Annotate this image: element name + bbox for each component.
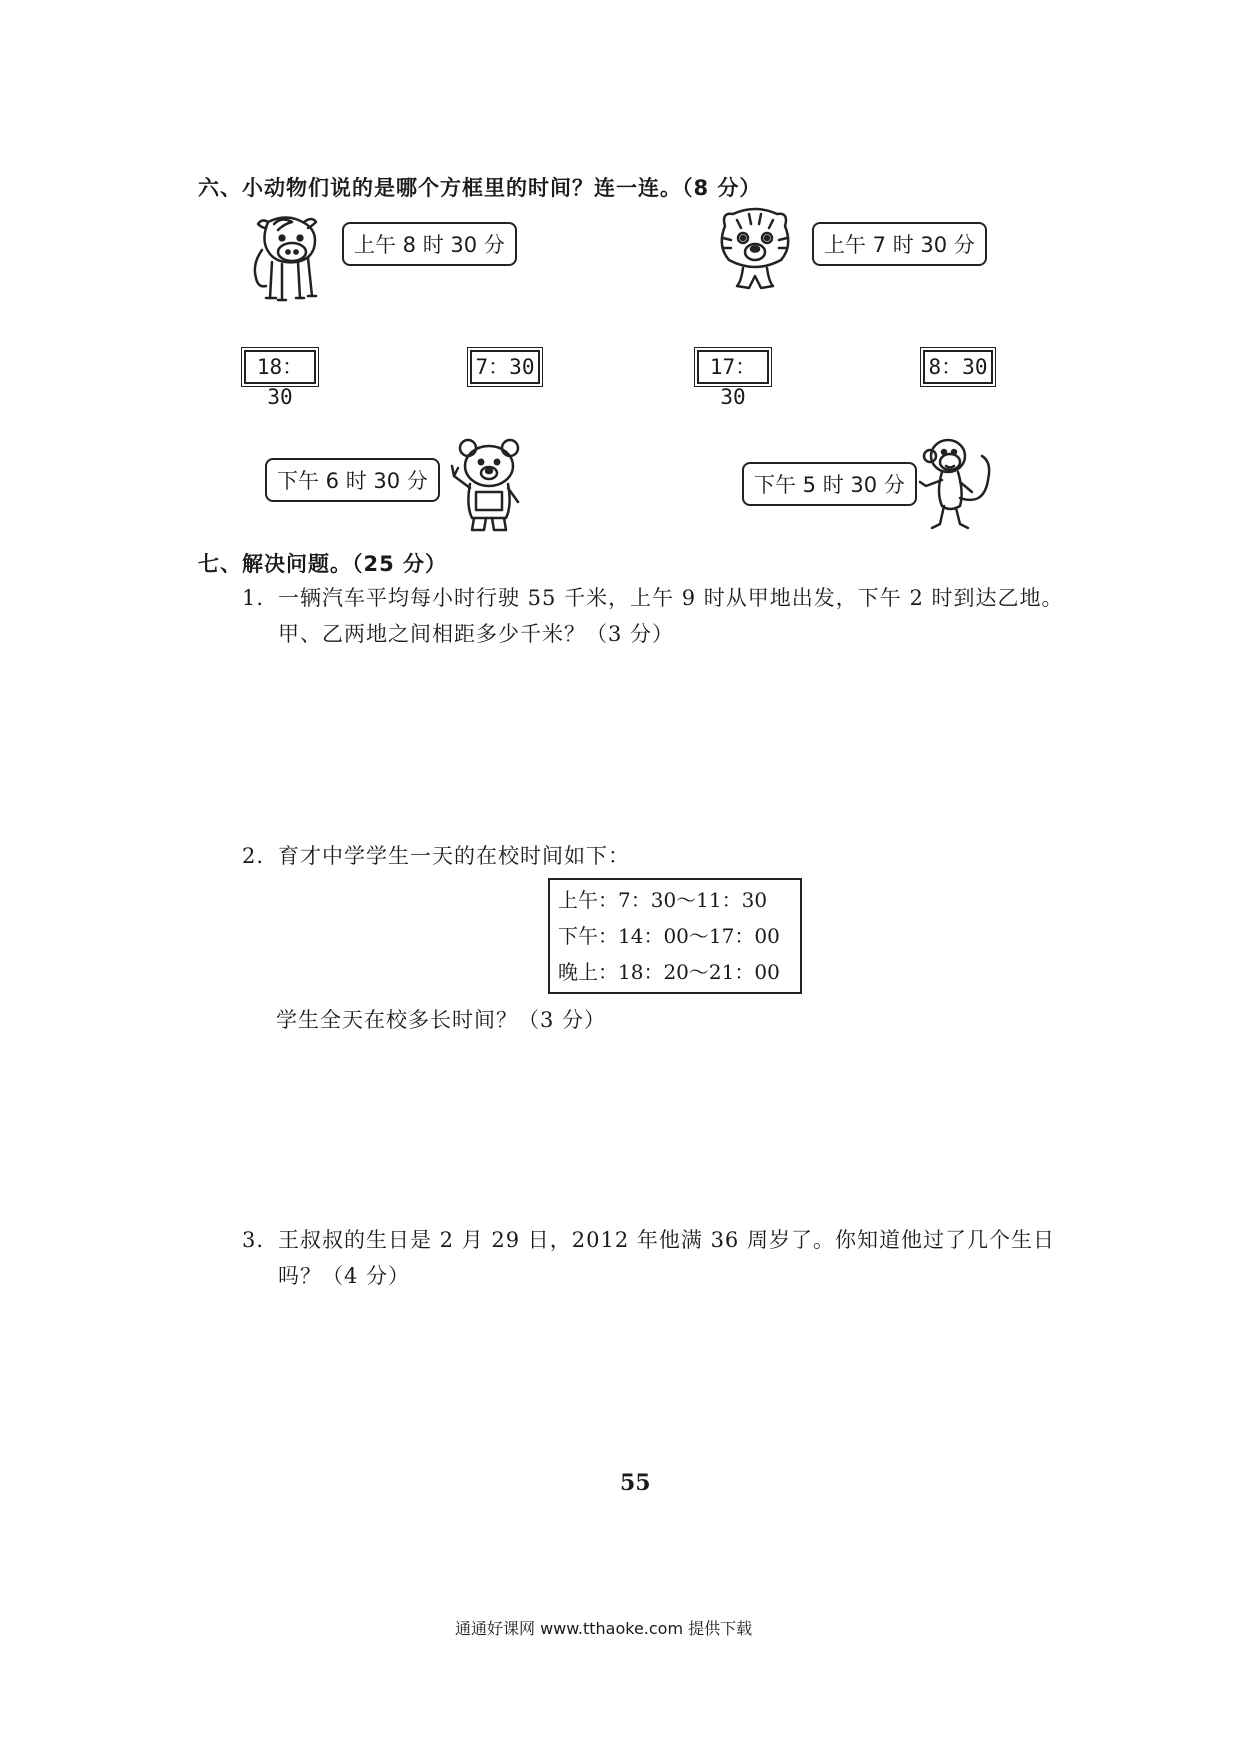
monkey-icon — [918, 436, 998, 536]
time-box-1730[interactable]: 17：30 — [697, 350, 769, 384]
time-box-0730[interactable]: 7：30 — [470, 350, 540, 384]
page-number: 55 — [620, 1470, 651, 1496]
section-6-heading: 六、小动物们说的是哪个方框里的时间？连一连。（8 分） — [198, 176, 762, 200]
question-1-number: 1. — [242, 586, 265, 610]
schedule-morning: 上午：7：30～11：30 — [558, 888, 768, 912]
school-schedule-box — [548, 878, 802, 994]
question-3-number: 3. — [242, 1228, 265, 1252]
speech-bubble-monkey: 下午 5 时 30 分 — [742, 462, 917, 506]
question-2-intro: 育才中学学生一天的在校时间如下： — [278, 844, 630, 868]
question-2-number: 2. — [242, 844, 265, 868]
question-2-text: 学生全天在校多长时间？（3 分） — [276, 1008, 607, 1032]
speech-bubble-bear: 下午 6 时 30 分 — [265, 458, 440, 502]
schedule-afternoon: 下午：14：00～17：00 — [558, 924, 780, 948]
horse-icon — [248, 214, 328, 304]
tiger-icon — [715, 206, 795, 296]
time-box-0830[interactable]: 8：30 — [923, 350, 993, 384]
schedule-evening: 晚上：18：20～21：00 — [558, 960, 780, 984]
speech-bubble-tiger: 上午 7 时 30 分 — [812, 222, 987, 266]
question-3-text: 王叔叔的生日是 2 月 29 日，2012 年他满 36 周岁了。你知道他过了几个生日吗？（4 分） — [278, 1228, 1055, 1288]
time-box-1830[interactable]: 18：30 — [244, 350, 316, 384]
speech-bubble-horse: 上午 8 时 30 分 — [342, 222, 517, 266]
question-1-text: 一辆汽车平均每小时行驶 55 千米，上午 9 时从甲地出发，下午 2 时到达乙地。甲、乙两地之间相距多少千米？（3 分） — [278, 586, 1064, 646]
footer-credit: 通通好课网 www.tthaoke.com 提供下载 — [455, 1619, 753, 1638]
section-7-heading: 七、解决问题。（25 分） — [198, 552, 448, 576]
bear-icon — [448, 436, 530, 536]
